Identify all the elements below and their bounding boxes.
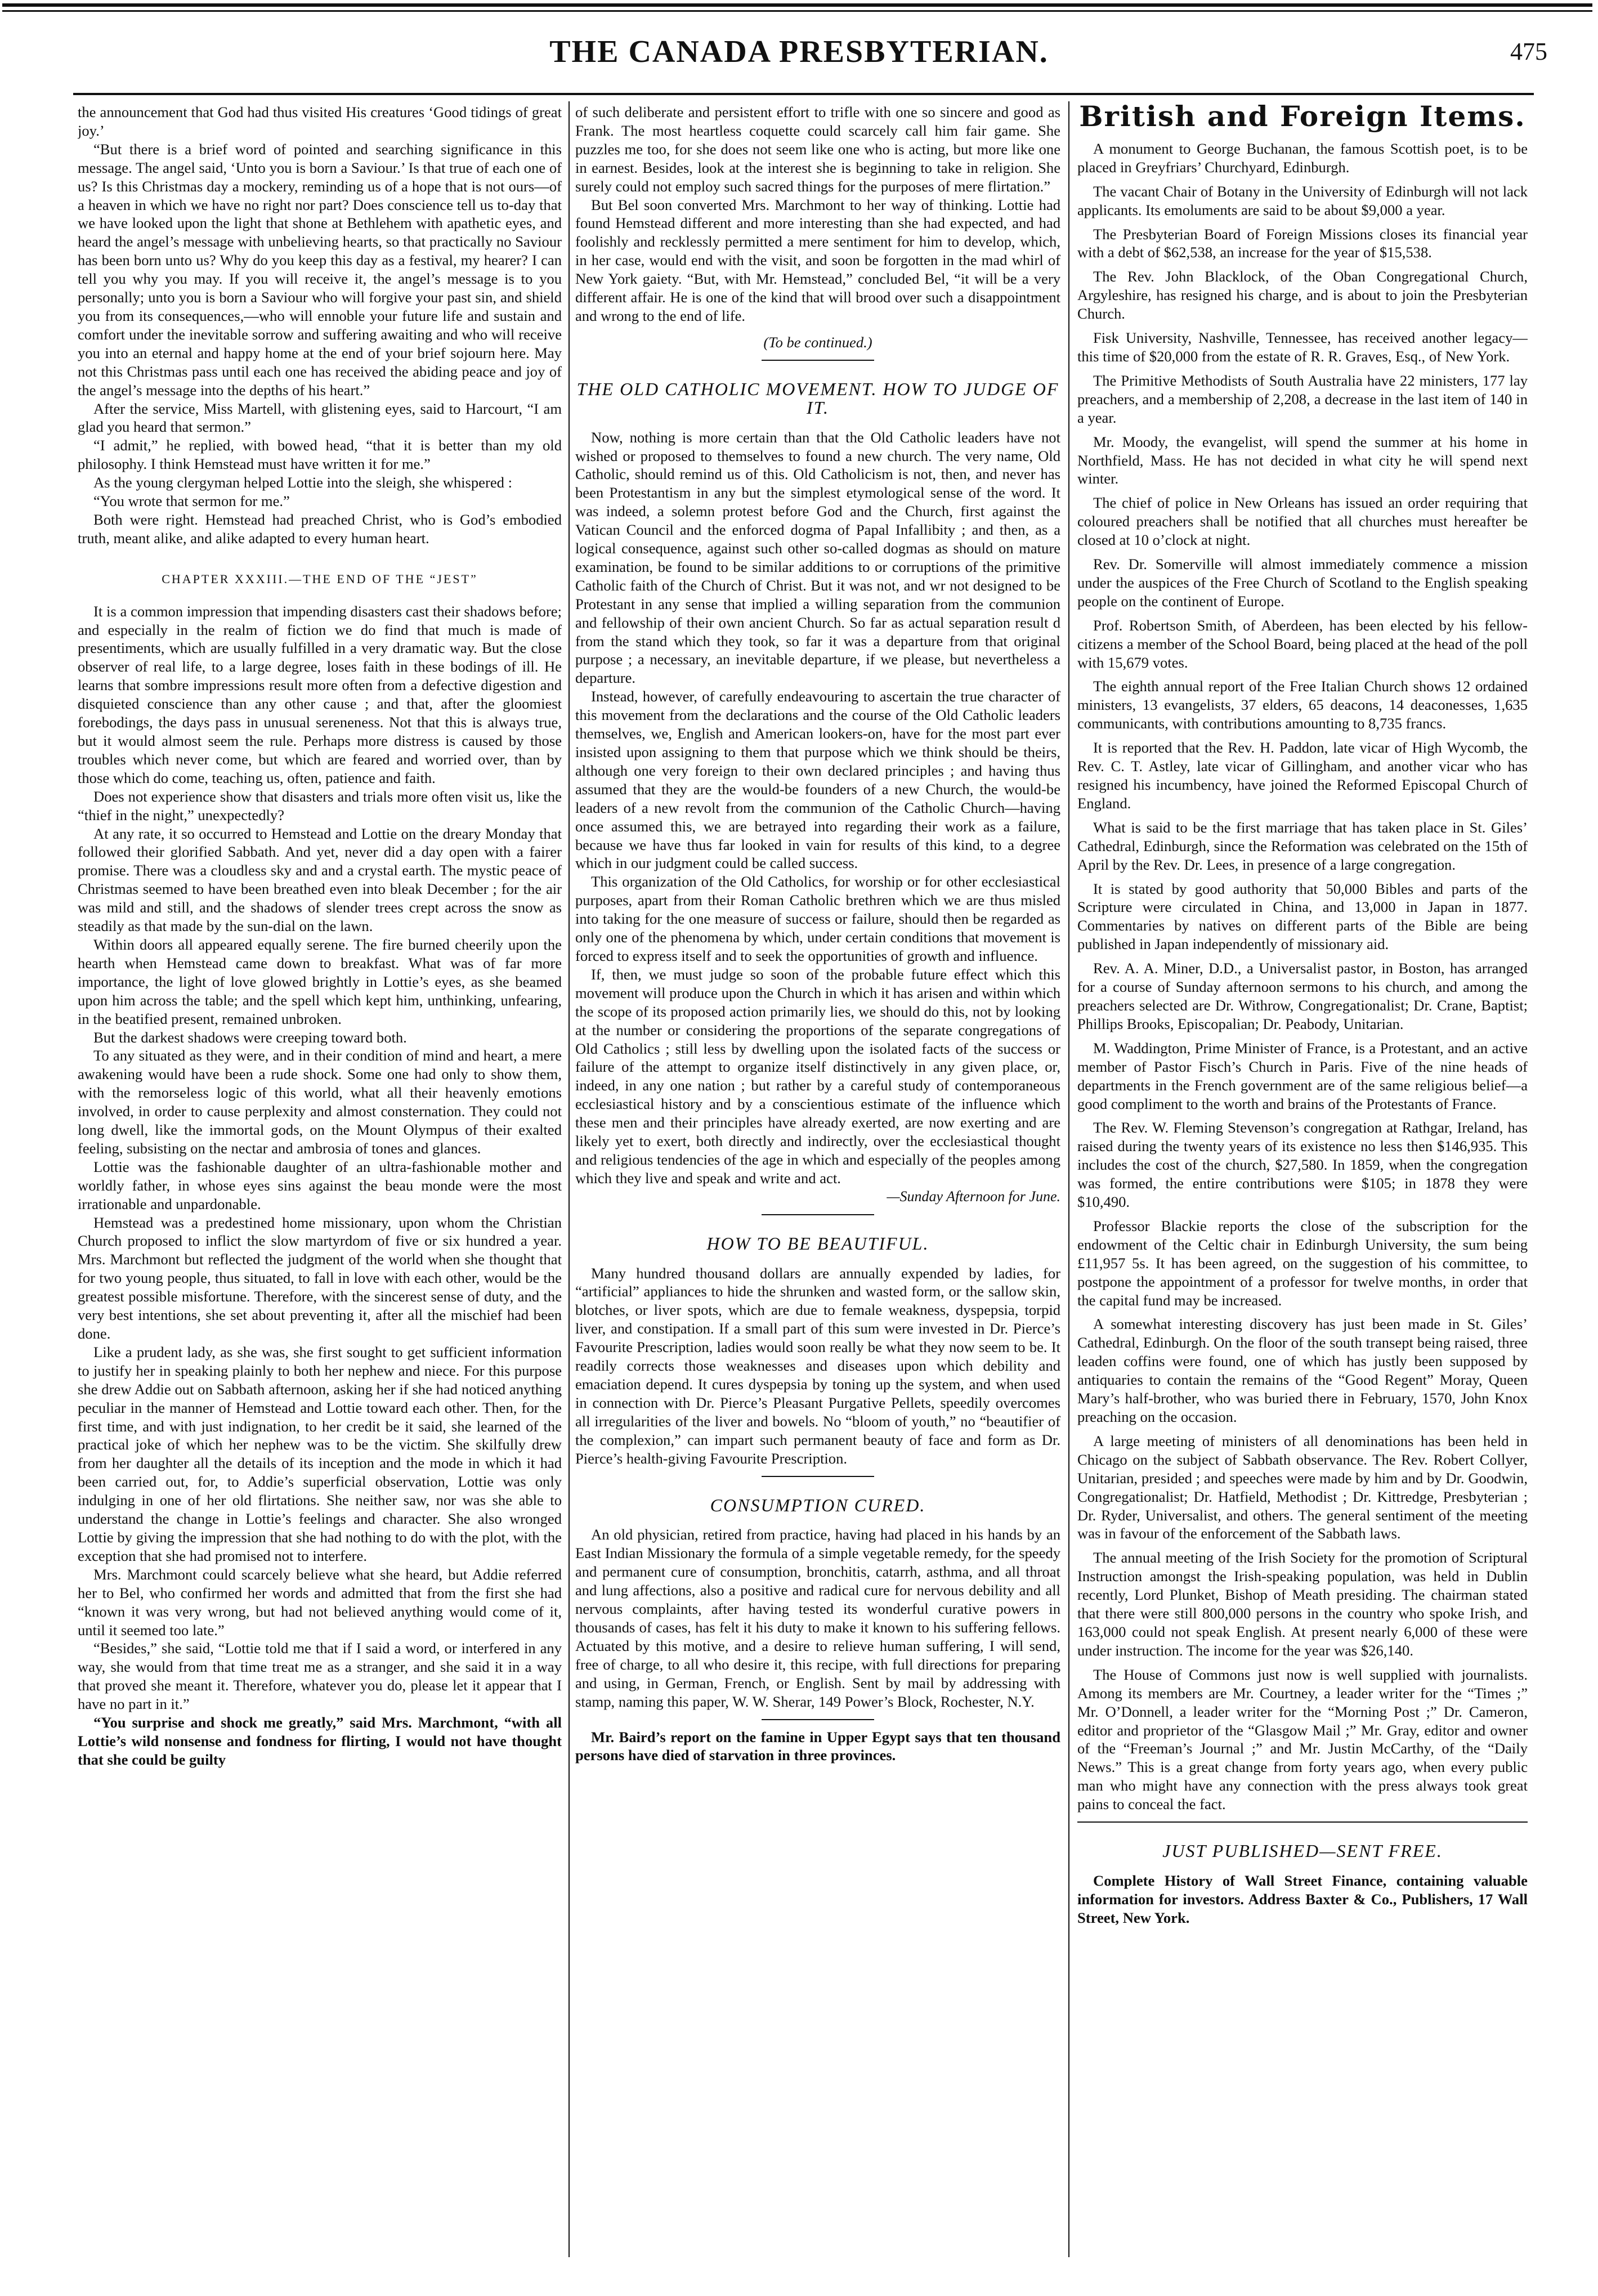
section-rule [762, 1719, 874, 1720]
news-item: It is stated by good authority that 50,000 Bibles and parts of the Scripture were circulated in China, and 13,000 in Japan in 1877. Commentaries by natives on different parts of the Bible are being published in Japan independently of missionary aid. [1077, 880, 1528, 953]
news-item: It is reported that the Rev. H. Paddon, late vicar of High Wycomb, the Rev. C. T. Astley, late vicar of Gillingham, and another vicar who has resigned his incumbency, have joined the Reformed Episcopal Church of England. [1077, 739, 1528, 812]
column-divider-1 [569, 101, 570, 2257]
top-rule-thin [2, 10, 1592, 12]
news-item: A large meeting of ministers of all denominations has been held in Chicago on the subject of Sabbath observance. The Rev. Robert Collyer, Unitarian, presided ; and speeches were made by him and by Dr. Goodwin, Congregationalist; Dr. Hatfield, Methodist ; Dr. Kittredge, Presbyterian ; Dr. Ryder, Universalist, and others. The general sentiment of the meeting was in favour of the enforcement of the Sabbath laws. [1077, 1432, 1528, 1542]
paragraph: Lottie was the fashionable daughter of an ultra-fashionable mother and worldly father, in whose eyes sins against the beau monde were the most irrationable and unpardonable. [78, 1158, 562, 1212]
news-item: Rev. Dr. Somerville will almost immediately commence a mission under the auspices of the Free Church of Scotland to the English speaking people on the continent of Europe. [1077, 556, 1528, 610]
column-1 [78, 103, 562, 2259]
paragraph: “Besides,” she said, “Lottie told me that if I said a word, or interfered in any way, she would from that time treat me as a stranger, and she said it in a way that proved she meant it. Therefore, whatever you do, please let it appear that I have no part in it.” [78, 1640, 562, 1713]
paragraph: Now, nothing is more certain than that the Old Catholic leaders have not wished or proposed to themselves to found a new church. The very name, Old Catholic, should remind us of this. Old Catholicism is not, then, and never has been Protestantism in any but the simplest etymological sense of the word. It was indeed, a solemn protest before God and the Church, first against the Vatican Council and the enforced dogma of Papal Infallibity ; and then, as a logical consequence, against such other so-called dogmas as should on mature examination, be found to be similar additions to or corruptions of the primitive Catholic faith of the Church of Christ. But it was not, and wr not designed to be Protestant in any sense that implied a willing separation from the communion and fellowship of their own ancient Church. So far as actual separation result d from the stand which they took, so far it was a departure from that original purpose ; a necessary, an inevitable departure, if we please, but nevertheless a departure. [575, 428, 1060, 687]
paragraph: Within doors all appeared equally serene. The fire burned cheerily upon the hearth when Hemstead came down to breakfast. What was of far more importance, the light of love glowed brightly in Lottie’s eyes, as she beamed upon him across the table; and the spell which kept him, unthinking, unfearing, in the beatified present, remained unbroken. [78, 936, 562, 1027]
paragraph: But Bel soon converted Mrs. Marchmont to her way of thinking. Lottie had found Hemstead different and more interesting than she had expected, and had foolishly and recklessly permitted a mere sentiment for him to develop, which, in her case, would end with the visit, and soon be forgotten in the mad whirl of New York gaiety. “But, with Mr. Hemstead,” concluded Bel, “it will be a very different affair. He is one of the kind that will brood over such a disappointment and wrong to the end of life. [575, 196, 1060, 324]
page-number: 475 [1510, 38, 1547, 65]
news-item: Prof. Robertson Smith, of Aberdeen, has been elected by his fellow-citizens a member of the School Board, being placed at the head of the poll with 15,679 votes. [1077, 616, 1528, 671]
news-item: The chief of police in New Orleans has issued an order requiring that coloured preachers shall be notified that all churches must hereafter be closed at 10 o’clock at night. [1077, 494, 1528, 549]
news-item: The vacant Chair of Botany in the University of Edinburgh will not lack applicants. Its emoluments are said to be about $9,000 a year. [1077, 182, 1528, 218]
paragraph: To any situated as they were, and in their condition of mind and heart, a mere awakening would have been a rude shock. Some one had only to show them, with the remorseless logic of this world, what all their heavenly emotions involved, in order to cause perplexity and almost consternation. They could not long dwell, like the immortal gods, on the Mount Olympus of their exalted feeling, subsisting on the nectar and ambrosia of tones and glances. [78, 1047, 562, 1157]
paragraph: But the darkest shadows were creeping toward both. [93, 1028, 407, 1046]
news-item: What is said to be the first marriage that has taken place in St. Giles’ Cathedral, Edinburgh, since the Reformation was celebrated on the 15th of April by the Rev. Dr. Lees, in presence of a large congregation. [1077, 818, 1528, 873]
advertisement: Complete History of Wall Street Finance, containing valuable information for investors. Address Baxter & Co., Publishers, 17 Wall Street, New York. [1077, 1872, 1528, 1926]
article-source: —Sunday Afternoon for June. [887, 1188, 1060, 1205]
news-item: The annual meeting of the Irish Society for the promotion of Scriptural Instruction amongst the Irish-speaking population, was held in Dublin recently, Lord Plunket, Bishop of Meath presiding. The chairman stated that there were still 800,000 persons in the country who spoke Irish, and 163,000 could not speak English. At present nearly 6,000 of these were under instruction. The income for the year was $26,140. [1077, 1549, 1528, 1659]
news-item: The eighth annual report of the Free Italian Church shows 12 ordained ministers, 13 evangelists, 37 elders, 65 deacons, 14 deaconesses, 1,635 communicants, with contributions amounting to 8,735 francs. [1077, 678, 1528, 732]
news-item: Fisk University, Nashville, Tennessee, has received another legacy—this time of $20,000 from the estate of R. R. Graves, Esq., of New York. [1077, 329, 1528, 365]
news-item: Mr. Moody, the evangelist, will spend the summer at his home in Northfield, Mass. He has not decided in what city he will spend next winter. [1077, 433, 1528, 487]
paragraph: Does not experience show that disasters and trials more often visit us, like the “thief in the night,” unexpectedly? [78, 787, 562, 823]
article-heading: THE OLD CATHOLIC MOVEMENT. HOW TO JUDGE OF IT. [576, 378, 1059, 418]
paragraph: “But there is a brief word of pointed and searching significance in this message. The angel said, ‘Unto you is born a Saviour.’ Is that true of each one of us? Is this Christmas day a mockery, reminding us of a hope that is not ours—of a heaven in which we have no right nor part? Does conscience tell us to-day that we have looked upon the light that shone at Bethlehem with apathetic eyes, and heard the angel’s message with unbelieving hearts, so that practically no Saviour has been born unto us? Why do you keep this day as a festival, my hearer? I can tell you why you may. If you will receive it, the angel’s message is to you personally; unto you is born a Saviour who will forgive your past sin, and shield you from its consequences,—who will ennoble your future life and sustain and comfort under the inevitable sorrow and suffering awaiting and who will receive you into an eternal and happy home at the end of your brief sojourn here. May not this Christmas pass until each one has received the abiding peace and joy of the angel’s message into the depths of his heart.” [78, 140, 562, 399]
paragraph: “You surprise and shock me greatly,” said Mrs. Marchmont, “with all Lottie’s wild nonsense and fondness for flirting, I would not have thought that she could be guilty [78, 1714, 562, 1768]
column-2 [575, 103, 1060, 2259]
news-item: M. Waddington, Prime Minister of France, is a Protestant, and an active member of Pastor Fisch’s Church in Paris. Five of the nine heads of departments in the French government are of the same religious belief—a good compliment to the worth and brains of the Protestants of France. [1077, 1039, 1528, 1112]
paragraph: An old physician, retired from practice, having had placed in his hands by an East Indian Missionary the formula of a simple vegetable remedy, for the speedy and permanent cure of consumption, bronchitis, catarrh, asthma, and all throat and lung affections, also a positive and radical cure for nervous debility and all nervous complaints, after having tested its wonderful curative powers in thousands of cases, has felt it his duty to make it known to his suffering fellows. Actuated by this motive, and a desire to relieve human suffering, I will send, free of charge, to all who desire it, this recipe, with full directions for preparing and using, in German, French, or English. Sent by mail by addressing with stamp, naming this paper, W. W. Sherar, 149 Power’s Block, Rochester, N.Y. [575, 1526, 1060, 1710]
paragraph: the announcement that God had thus visited His creatures ‘Good tidings of great joy.’ [78, 104, 562, 139]
section-rule [762, 1214, 874, 1215]
paragraph: “I admit,” he replied, with bowed head, “that it is better than my old philosophy. I think Hemstead must have written it for me.” [78, 437, 562, 473]
news-item: The House of Commons just now is well supplied with journalists. Among its members are Mr. Courtney, a leader writer for the “Times ;” Mr. O’Donnell, a leader writer for the “Morning Post ;” Dr. Cameron, editor and proprietor of the “Glasgow Mail ;” Mr. Gray, editor and owner of the “Freeman’s Journal ;” and Mr. Justin McCarthy, of the “Daily News.” This is a great change from forty years ago, when every public man who might have any connection with the press always took great pains to conceal the fact. [1077, 1666, 1528, 1813]
news-item: The Rev. W. Fleming Stevenson’s congregation at Rathgar, Ireland, has raised during the twenty years of its existence no less then $146,935. This includes the cost of the church, $27,580. In 1859, when the congregation was formed, the entire contributions were $105; in 1878 they were $10,490. [1077, 1119, 1528, 1211]
page-title: THE CANADA PRESBYTERIAN. [549, 34, 1049, 69]
paragraph: Mr. Baird’s report on the famine in Upper Egypt says that ten thousand persons have died of starvation in three provinces. [575, 1728, 1060, 1764]
paragraph: This organization of the Old Catholics, for worship or for other ecclesiastical purposes, apart from their Roman Catholic brethren which we are thus misled into taking for the one measure of success or failure, should then be regarded as only one of the phenomena by which, under certain conditions that movement is forced to express itself and to seek the opportunities of growth and influence. [575, 873, 1060, 964]
paragraph: “You wrote that sermon for me.” [93, 493, 290, 510]
paragraph: Hemstead was a predestined home missionary, upon whom the Christian Church proposed to inflict the slow martyrdom of five or six hundred a year. Mrs. Marchmont but reflected the judgment of the world when she thought that for two young people, thus situated, to fall in love with each other, would be the greatest possible misfortune. Therefore, with the sincerest sense of duty, and the very best intentions, she set about preventing it, after all the mischief had been done. [78, 1214, 562, 1342]
news-item: The Rev. John Blacklock, of the Oban Congregational Church, Argyleshire, has resigned his charge, and is about to join the Presbyterian Church. [1077, 268, 1528, 323]
paragraph: Instead, however, of carefully endeavouring to ascertain the true character of this movement from the declarations and the course of the Old Catholic leaders themselves, we, English and American lookers-on, have for the most part ever insisted upon assigning to them that purpose which we think should be theirs, although one very foreign to their own declared principles ; and having thus assumed that they are the would-be founders of a new Church, the would-be leaders of a new revolt from the communion of the Catholic Church—having once assumed this, we are betrayed into regarding their work as a failure, because we have thus far looked in vain for results of this kind, to a degree which in our judgment could be called success. [575, 688, 1060, 872]
chapter-heading: CHAPTER XXXIII.—THE END OF THE “JEST” [162, 571, 478, 586]
paragraph: Many hundred thousand dollars are annually expended by ladies, for “artificial” appliances to hide the shrunken and wasted form, or the sallow skin, blotches, or liver spots, which are due to female weakness, dyspepsia, torpid liver, and constipation. If a small part of this sum were invested in Dr. Pierce’s Favourite Prescription, ladies would soon really be what they now seem to be. It readily corrects those weaknesses and diseases upon which debility and emaciation depend. It cures dyspepsia by toning up the system, and when used in connection with Dr. Pierce’s Pleasant Purgative Pellets, speedily overcomes all irregularities of the liver and bowels. No “bloom of youth,” no “beautifier of the complexion,” can impart such permanent beauty of face and form as Dr. Pierce’s health-giving Favourite Prescription. [575, 1264, 1060, 1467]
paragraph: It is a common impression that impending disasters cast their shadows before; and especially in the realm of fiction we do find that much is made of presentiments, which are usually fulfilled in a very dramatic way. But the close observer of real life, to a large degree, loses faith in these bodings of ill. He learns that sombre impressions result more often from a defective digestion and disquieted conscience than any other cause ; and that, after the gloomiest forebodings, the days pass in unusual sereneness. Not that this is always true, but it would almost seem the rule. Perhaps more distress is caused by those troubles which never come, but which are feared and worried over, than by those which do come, teaching us, often, patience and faith. [78, 602, 562, 786]
paragraph: Mrs. Marchmont could scarcely believe what she heard, but Addie referred her to Bel, who confirmed her words and admitted that from the first she had “known it was very wrong, but had not believed anything would come of it, until it seemed too late.” [78, 1565, 562, 1639]
section-heading: British and Foreign Items. [1079, 103, 1526, 133]
paragraph: As the young clergyman helped Lottie into the sleigh, she whispered : [93, 474, 512, 491]
news-item: A somewhat interesting discovery has just been made in St. Giles’ Cathedral, Edinburgh. On the floor of the south transept being raised, three leaden coffins were found, one of which has justly been supposed by antiquaries to contain the remains of the “Good Regent” Moray, Queen Mary’s half-brother, who was buried there in February, 1570, John Knox preaching on the occasion. [1077, 1315, 1528, 1425]
article-heading: CONSUMPTION CURED. [710, 1494, 926, 1515]
top-rule [2, 3, 1592, 7]
news-item: A monument to George Buchanan, the famous Scottish poet, is to be placed in Greyfriars’ Churchyard, Edinburgh. [1077, 140, 1528, 176]
paragraph: Both were right. Hemstead had preached Christ, who is God’s embodied truth, meant alike, and alike adapted to every human heart. [78, 511, 562, 547]
paragraph: Like a prudent lady, as she was, she first sought to get sufficient information to justify her in speaking plainly to both her nephew and niece. For this purpose she drew Addie out on Sabbath afternoon, asking her if she had noticed anything peculiar in the manner of Hemstead and Lottie toward each other. Then, for the first time, and with just indignation, to her credit be it said, she learned of the practical joke of which her nephew was to be the victim. She skilfully drew from her daughter all the details of its inception and the mode in which it had been carried out, for, to Addie’s superficial observation, Lottie was only indulging in one of her old flirtations. She neither saw, nor was she able to understand the change in Lottie’s feelings and character. She also wronged Lottie by giving the impression that she had nothing to do with the plot, with the exception that she had promised not to interfere. [78, 1343, 562, 1564]
column-3 [1077, 103, 1528, 2259]
news-item: The Primitive Methodists of South Australia have 22 ministers, 177 lay preachers, and a membership of 2,208, a decrease in the last item of 140 in a year. [1077, 372, 1528, 426]
page-header [0, 34, 1598, 90]
ad-heading: JUST PUBLISHED—SENT FREE. [1162, 1841, 1443, 1861]
paragraph: If, then, we must judge so soon of the probable future effect which this movement will produce upon the Church in which it has arisen and within which the scope of its proposed action primarily lies, we should do this, not by looking at the number or considering the proportions of the separate congregations of Old Catholics ; still less by dwelling upon the isolated facts of the success or failure of the attempt to organize itself distinctively in any given place, or, indeed, in any one nation ; but rather by a careful study of contemporaneous ecclesiastical history and by a conscientious estimate of the influence which these men and their principles have already exerted, are now exerting and are likely yet to exert, both directly and indirectly, over the ecclesiastical thought and religious tendencies of the age in which and especially of the peoples among which they live and speak and write and act. [575, 965, 1060, 1187]
news-item: Rev. A. A. Miner, D.D., a Universalist pastor, in Boston, has arranged for a course of Sunday afternoon sermons to his church, and among the preachers selected are Dr. Withrow, Congregationalist; Dr. Crane, Baptist; Phillips Brooks, Episcopalian; Dr. Peabody, Unitarian. [1077, 960, 1528, 1032]
section-rule [1077, 1821, 1528, 1823]
news-item: Professor Blackie reports the close of the subscription for the endowment of the Celtic chair in Edinburgh University, the sum being £11,957 5s. It has been agreed, on the suggestion of his committee, to postpone the appointment of a professor for twelve months, in order that the capital fund may be increased. [1077, 1217, 1528, 1309]
section-rule [762, 360, 874, 361]
continued-note: (To be continued.) [763, 333, 872, 351]
section-rule [762, 1476, 874, 1477]
column-divider-2 [1068, 101, 1069, 2257]
paragraph: of such deliberate and persistent effort to trifle with one so sincere and good as Frank. The most heartless coquette could scarcely call him fair game. She puzzles me too, for she does not seem like one who is acting, but more like one in earnest. Besides, look at the interest she is beginning to take in religion. She surely could not employ such sacred things for the purposes of mere flirtation.” [575, 104, 1060, 195]
paragraph: After the service, Miss Martell, with glistening eyes, said to Harcourt, “I am glad you heard that sermon.” [78, 400, 562, 436]
article-heading: HOW TO BE BEAUTIFUL. [706, 1233, 929, 1254]
paragraph: At any rate, it so occurred to Hemstead and Lottie on the dreary Monday that followed their glorified Sabbath. And yet, never did a day open with a fairer promise. There was a cloudless sky and and a crystal earth. The mystic peace of Christmas seemed to have been breathed even into bleak December ; for the air was mild and still, and the shadows of slender trees crept across the snow as steadily as that made by the sun-dial on the lawn. [78, 825, 562, 935]
news-item: The Presbyterian Board of Foreign Missions closes its financial year with a debt of $62,538, an increase for the year of $15,538. [1077, 225, 1528, 261]
header-rule [73, 93, 1534, 95]
